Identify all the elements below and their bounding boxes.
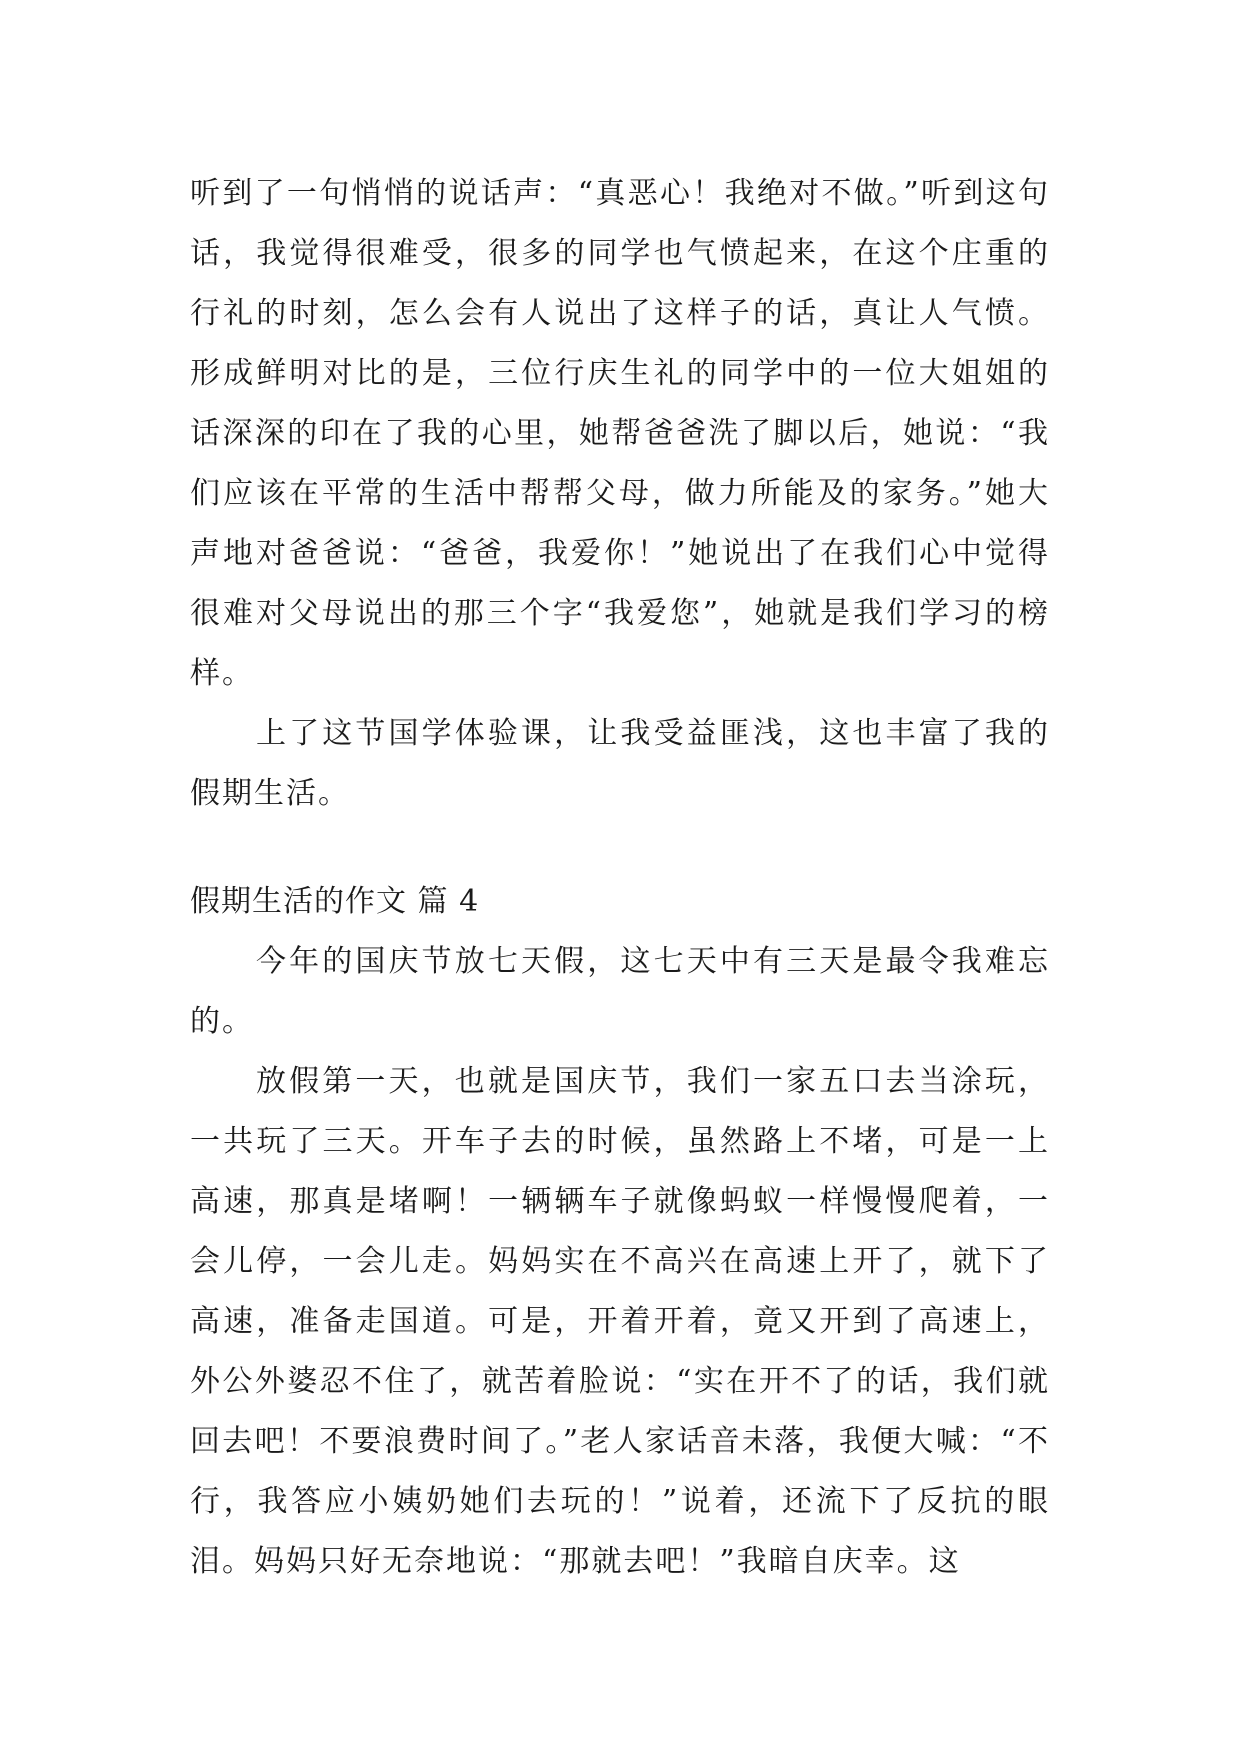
paragraph-conclusion: 上了这节国学体验课，让我受益匪浅，这也丰富了我的假期生活。 [190, 716, 1050, 811]
section-spacer [190, 824, 1050, 872]
paragraph-intro: 今年的国庆节放七天假，这七天中有三天是最令我难忘的。 [190, 944, 1050, 1039]
section-heading: 假期生活的作文 篇 4 [190, 884, 480, 919]
paragraph-first-day: 放假第一天，也就是国庆节，我们一家五口去当涂玩，一共玩了三天。开车子去的时候，虽然路上不堵，可是一上高速，那真是堵啊！一辆辆车子就像蚂蚁一样慢慢爬着，一会儿停，一会儿走。妈妈实在不高兴在高速上开了，就下了高速，准备走国道。可是，开着开着，竟又开到了高速上，外公外婆忍不住了，就苦着脸说：“实在开不了的话，我们就回去吧！不要浪费时间了。”老人家话音未落，我便大喊：“不行，我答应小姨奶她们去玩的！”说着，还流下了反抗的眼泪。妈妈只好无奈地说：“那就去吧！”我暗自庆幸。这 [190, 1064, 1050, 1579]
paragraph-continued: 听到了一句悄悄的说话声：“真恶心！我绝对不做。”听到这句话，我觉得很难受，很多的同学也气愤起来，在这个庄重的行礼的时刻，怎么会有人说出了这样子的话，真让人气愤。形成鲜明对比的是，三位行庆生礼的同学中的一位大姐姐的话深深的印在了我的心里，她帮爸爸洗了脚以后，她说：“我们应该在平常的生活中帮帮父母，做力所能及的家务。”她大声地对爸爸说：“爸爸，我爱你！”她说出了在我们心中觉得很难对父母说出的那三个字“我爱您”，她就是我们学习的榜样。 [190, 176, 1050, 691]
document-body [190, 164, 1050, 1592]
